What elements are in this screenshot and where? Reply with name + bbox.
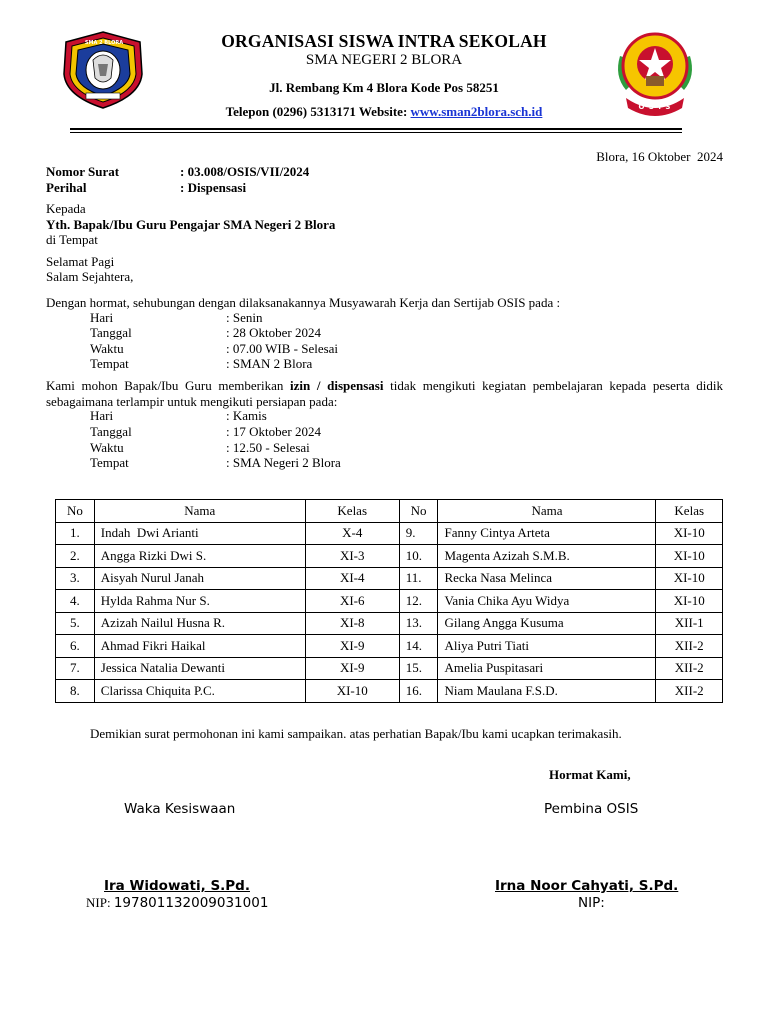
place-date: Blora, 16 Oktober 2024 [596, 149, 723, 164]
cell-no: 6. [56, 635, 95, 658]
cell-kelas-2: XII-2 [656, 680, 723, 703]
cell-no: 5. [56, 612, 95, 635]
table-row [56, 567, 723, 590]
cell-kelas-2: XII-2 [656, 657, 723, 680]
event-tanggal-value: : 28 Oktober 2024 [226, 325, 321, 340]
table-row [56, 680, 723, 703]
di-tempat: di Tempat [46, 232, 98, 247]
event-hari-label: Hari [90, 310, 114, 325]
school-name: SMA NEGERI 2 BLORA [305, 52, 463, 68]
event-tempat-value: : SMAN 2 Blora [226, 356, 313, 371]
cell-kelas-2: XII-2 [656, 635, 723, 658]
cell-nama-2: Fanny Cintya Arteta [438, 522, 656, 545]
prep-tanggal-value: : 17 Oktober 2024 [226, 424, 321, 439]
header-rule [70, 128, 682, 130]
prep-tanggal-label: Tanggal [90, 424, 132, 439]
cell-nama-2: Gilang Angga Kusuma [438, 612, 656, 635]
cell-nama: Aisyah Nurul Janah [94, 567, 305, 590]
prep-waktu-label: Waktu [90, 440, 124, 455]
cell-nama-2: Aliya Putri Tiati [438, 635, 656, 658]
event-tempat-label: Tempat [90, 356, 129, 371]
left-signer-nip [86, 895, 268, 911]
cell-no: 3. [56, 567, 95, 590]
cell-no: 8. [56, 680, 95, 703]
cell-no-2: 13. [399, 612, 438, 635]
cell-nama: Azizah Nailul Husna R. [94, 612, 305, 635]
cell-kelas: XI-9 [305, 657, 399, 680]
col-header-nama: Nama [94, 500, 305, 523]
cell-kelas: XI-8 [305, 612, 399, 635]
table-row [56, 522, 723, 545]
nomor-value: : 03.008/OSIS/VII/2024 [180, 164, 310, 179]
event-waktu-value: : 07.00 WIB - Selesai [226, 341, 339, 356]
cell-no-2: 12. [399, 590, 438, 613]
cell-nama: Ahmad Fikri Haikal [94, 635, 305, 658]
header-rule-thin [70, 132, 682, 133]
col-header-kelas: Kelas [305, 500, 399, 523]
col-header-nama-2: Nama [438, 500, 656, 523]
cell-nama-2: Amelia Puspitasari [438, 657, 656, 680]
left-signer-name: Ira Widowati, S.Pd. [104, 878, 250, 894]
cell-kelas: XI-10 [305, 680, 399, 703]
table-row [56, 545, 723, 568]
cell-kelas: XI-3 [305, 545, 399, 568]
regards: Hormat Kami, [549, 767, 631, 782]
cell-no: 2. [56, 545, 95, 568]
cell-kelas-2: XI-10 [656, 590, 723, 613]
left-signer-title: Waka Kesiswaan [124, 801, 236, 817]
cell-nama-2: Recka Nasa Melinca [438, 567, 656, 590]
table-row [56, 612, 723, 635]
phone-text: Telepon (0296) 5313171 Website: [225, 104, 411, 119]
recipient: Yth. Bapak/Ibu Guru Pengajar SMA Negeri 2 Blora [46, 217, 336, 232]
table-row [56, 590, 723, 613]
closing-paragraph: Demikian surat permohonan ini kami sampaikan. atas perhatian Bapak/Ibu kami ucapkan terimakasih. [90, 726, 622, 741]
left-nip-label: NIP: [86, 895, 114, 910]
table-row [56, 635, 723, 658]
perihal-label: Perihal [46, 180, 87, 195]
cell-nama: Angga Rizki Dwi S. [94, 545, 305, 568]
right-signer-name: Irna Noor Cahyati, S.Pd. [495, 878, 679, 894]
cell-no: 1. [56, 522, 95, 545]
cell-no-2: 16. [399, 680, 438, 703]
prep-tempat-label: Tempat [90, 455, 129, 470]
cell-nama: Jessica Natalia Dewanti [94, 657, 305, 680]
cell-kelas: X-4 [305, 522, 399, 545]
cell-no-2: 14. [399, 635, 438, 658]
cell-no: 7. [56, 657, 95, 680]
col-header-kelas-2: Kelas [656, 500, 723, 523]
student-table [55, 499, 723, 703]
cell-no-2: 10. [399, 545, 438, 568]
cell-no-2: 11. [399, 567, 438, 590]
table-row [56, 657, 723, 680]
cell-nama-2: Vania Chika Ayu Widya [438, 590, 656, 613]
cell-no-2: 9. [399, 522, 438, 545]
request-text-pre: Kami mohon Bapak/Ibu Guru memberikan [46, 378, 290, 393]
cell-kelas-2: XI-10 [656, 522, 723, 545]
nomor-label: Nomor Surat [46, 164, 120, 179]
cell-kelas: XI-4 [305, 567, 399, 590]
osis-logo-label: O S I S [638, 103, 672, 111]
greeting-2: Salam Sejahtera, [46, 269, 134, 284]
event-hari-value: : Senin [226, 310, 263, 325]
cell-kelas: XI-6 [305, 590, 399, 613]
col-header-no: No [56, 500, 95, 523]
kepada: Kepada [46, 201, 86, 216]
cell-nama: Clarissa Chiquita P.C. [94, 680, 305, 703]
website-link[interactable]: www.sman2blora.sch.id [410, 104, 543, 119]
cell-nama: Hylda Rahma Nur S. [94, 590, 305, 613]
perihal-value: : Dispensasi [180, 180, 247, 195]
event-tanggal-label: Tanggal [90, 325, 132, 340]
col-header-no-2: No [399, 500, 438, 523]
request-paragraph [46, 378, 723, 410]
cell-nama-2: Niam Maulana F.S.D. [438, 680, 656, 703]
left-nip-value: 197801132009031001 [113, 895, 269, 911]
request-bold: izin / dispensasi [290, 378, 384, 393]
cell-nama: Indah Dwi Arianti [94, 522, 305, 545]
table-header-row [56, 500, 723, 523]
prep-hari-value: : Kamis [226, 408, 267, 423]
intro-paragraph: Dengan hormat, sehubungan dengan dilaksanakannya Musyawarah Kerja dan Sertijab OSIS pada : [46, 295, 561, 310]
cell-nama-2: Magenta Azizah S.M.B. [438, 545, 656, 568]
org-title: ORGANISASI SISWA INTRA SEKOLAH [221, 31, 547, 51]
request-text-post: tidak mengikuti kegiatan pembelajaran kepada peserta didik sebagaimana terlampir untuk mengikuti persiapan pada: [46, 378, 723, 409]
cell-kelas-2: XII-1 [656, 612, 723, 635]
prep-waktu-value: : 12.50 - Selesai [226, 440, 310, 455]
right-signer-title: Pembina OSIS [544, 801, 639, 817]
prep-hari-label: Hari [90, 408, 114, 423]
cell-kelas: XI-9 [305, 635, 399, 658]
cell-no: 4. [56, 590, 95, 613]
prep-tempat-value: : SMA Negeri 2 Blora [226, 455, 341, 470]
right-signer-nip: NIP: [578, 895, 605, 911]
school-address: Jl. Rembang Km 4 Blora Kode Pos 58251 [269, 80, 499, 95]
cell-kelas-2: XI-10 [656, 567, 723, 590]
school-logo-label: SMA 2 BLORA [84, 40, 124, 46]
greeting-1: Selamat Pagi [46, 254, 115, 269]
cell-no-2: 15. [399, 657, 438, 680]
event-waktu-label: Waktu [90, 341, 124, 356]
cell-kelas-2: XI-10 [656, 545, 723, 568]
school-contact [0, 104, 768, 120]
